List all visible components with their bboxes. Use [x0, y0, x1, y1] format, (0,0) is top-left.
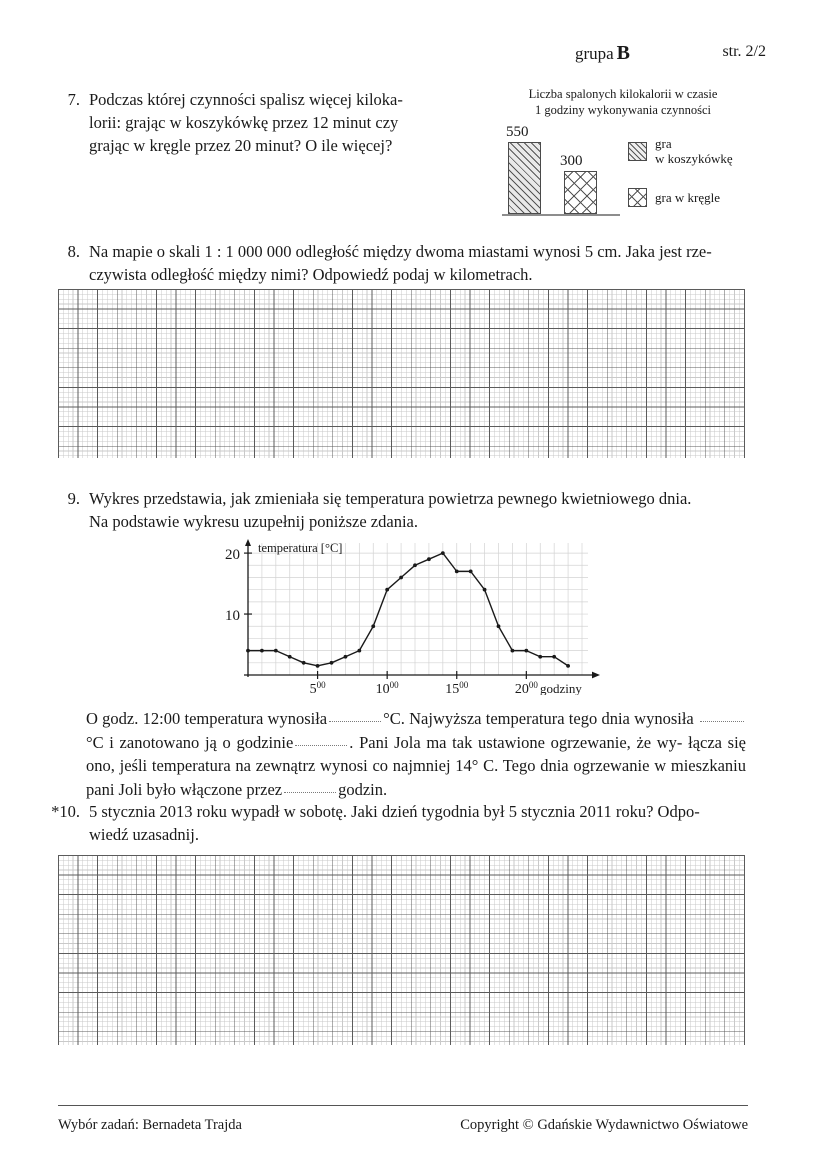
page-footer	[58, 1117, 748, 1134]
task-8	[58, 240, 748, 286]
task-7-line-3: grając w kręgle przez 20 minut? O ile więcej?	[89, 136, 393, 155]
task-7-text	[89, 88, 478, 157]
legend-label-bowling: gra w kręgle	[655, 190, 720, 205]
fill-in-text-4: . Pani Jola ma tak ustawione ogrzewanie, że wy-	[349, 732, 683, 752]
task-10	[42, 800, 754, 846]
footer-divider	[58, 1105, 748, 1106]
bar-chart-plot	[502, 124, 622, 216]
data-point	[302, 661, 306, 665]
bar-chart-title-line-2: 1 godziny wykonywania czynności	[534, 103, 711, 117]
data-point	[469, 569, 473, 573]
data-point	[330, 661, 334, 665]
kilocalories-bar-chart	[498, 86, 788, 226]
answer-grid-task-8[interactable]	[58, 289, 745, 458]
blank-time-of-max[interactable]	[295, 745, 347, 746]
task-8-line-2: czywista odległość między nimi? Odpowiedź podaj w kilometrach.	[89, 265, 533, 284]
group-label	[575, 42, 630, 65]
data-point	[511, 649, 515, 653]
x-tick-label: $5^{00}$	[309, 680, 326, 695]
task-10-number: *10.	[51, 802, 80, 821]
data-point	[497, 624, 501, 628]
data-point	[371, 624, 375, 628]
bar-chart-legend	[628, 136, 783, 229]
temperature-chart-svg	[222, 535, 612, 695]
bar-chart-title-line-1: Liczba spalonych kilokalorii w czasie	[528, 87, 718, 101]
page-number-label: str. 2/2	[722, 43, 766, 60]
data-point	[427, 557, 431, 561]
task-8-number: 8.	[67, 242, 80, 261]
group-letter: B	[616, 42, 630, 64]
data-point	[552, 655, 556, 659]
task-10-line-2: wiedź uzasadnij.	[89, 825, 199, 844]
task-9-number: 9.	[67, 489, 80, 508]
data-point	[288, 655, 292, 659]
footer-copyright: Copyright © Gdańskie Wydawnictwo Oświatowe	[460, 1117, 748, 1133]
legend-item-basketball	[628, 136, 783, 166]
data-point	[274, 649, 278, 653]
crosshatch-swatch-icon	[628, 188, 647, 207]
x-tick-label: $15^{00}$	[445, 680, 469, 695]
fill-in-sentences	[86, 707, 746, 801]
task-7-number: 7.	[67, 90, 80, 109]
bar-bowling	[564, 171, 597, 214]
footer-author: Wybór zadań: Bernadeta Trajda	[58, 1117, 242, 1133]
task-10-text	[89, 800, 754, 846]
task-10-line-1: 5 stycznia 2013 roku wypadł w sobotę. Jaki dzień tygodnia był 5 stycznia 2011 roku? Odpo-	[89, 802, 700, 821]
data-point	[399, 576, 403, 580]
data-point	[413, 563, 417, 567]
y-tick-label: 20	[225, 547, 240, 564]
data-point	[344, 655, 348, 659]
data-point	[260, 649, 264, 653]
task-8-text	[89, 240, 748, 286]
fill-in-text-1: O godz. 12:00 temperatura wynosiła	[86, 709, 328, 728]
task-7	[58, 88, 478, 157]
hatch-swatch-icon	[628, 142, 647, 161]
task-7-line-1: Podczas której czynności spalisz więcej kiloka-	[89, 90, 403, 109]
fill-in-text-5: łącza się ono, jeśli temperatura na zewnątrz wynosi co najmniej 14° C. Tego dnia ogrzewanie	[86, 732, 747, 775]
y-axis-label: temperatura [°C]	[258, 541, 343, 555]
bar-basketball	[508, 142, 541, 214]
x-tick-label: $20^{00}$	[514, 680, 538, 695]
y-tick-label: 10	[225, 608, 240, 625]
data-point	[566, 664, 570, 668]
data-point	[316, 664, 320, 668]
data-point	[385, 588, 389, 592]
data-point	[538, 655, 542, 659]
temperature-series-line	[248, 553, 568, 666]
task-9	[58, 487, 758, 533]
group-label-text: grupa	[574, 44, 614, 63]
bar-value-label-1: 550	[506, 124, 529, 140]
temperature-line-chart	[222, 535, 612, 695]
fill-in-text-6: w mieszkaniu pani Joli było włączone przez	[86, 756, 747, 799]
blank-temperature-at-12[interactable]	[329, 721, 381, 722]
data-point	[483, 588, 487, 592]
x-tick-label: $10^{00}$	[375, 680, 399, 695]
fill-in-paragraph	[86, 707, 746, 801]
data-point	[357, 649, 361, 653]
legend-basketball-line-1: gra	[655, 136, 672, 151]
bar-chart-baseline	[502, 214, 620, 216]
task-9-line-2: Na podstawie wykresu uzupełnij poniższe zdania.	[89, 512, 418, 531]
bar-value-label-2: 300	[560, 153, 583, 169]
fill-in-text-3: °C i zanotowano ją o godzinie	[86, 732, 294, 752]
blank-heating-hours[interactable]	[284, 792, 336, 793]
fill-in-text-2: °C. Najwyższa temperatura tego dnia wynosiła	[383, 709, 694, 728]
data-point	[455, 569, 459, 573]
x-axis-arrow-icon	[592, 672, 600, 679]
legend-label-basketball	[655, 136, 733, 166]
answer-grid-task-10[interactable]	[58, 855, 745, 1045]
blank-max-temperature[interactable]	[700, 721, 744, 722]
data-point	[524, 649, 528, 653]
fill-in-text-7: godzin.	[338, 779, 388, 799]
task-9-text	[89, 487, 758, 533]
bar-chart-title	[508, 86, 738, 118]
legend-item-bowling	[628, 188, 783, 207]
data-point	[441, 551, 445, 555]
data-point	[246, 649, 250, 653]
page-header	[60, 42, 766, 66]
y-axis-arrow-icon	[245, 539, 251, 546]
task-9-line-1: Wykres przedstawia, jak zmieniała się temperatura powietrza pewnego kwietniowego dnia.	[89, 489, 692, 508]
task-8-line-1: Na mapie o skali 1 : 1 000 000 odległość między dwoma miastami wynosi 5 cm. Jaka jest rze-	[89, 242, 712, 261]
legend-basketball-line-2: w koszykówkę	[655, 151, 733, 166]
x-axis-label: godziny	[540, 681, 582, 695]
task-7-line-2: lorii: grając w koszykówkę przez 12 minut czy	[89, 113, 399, 132]
